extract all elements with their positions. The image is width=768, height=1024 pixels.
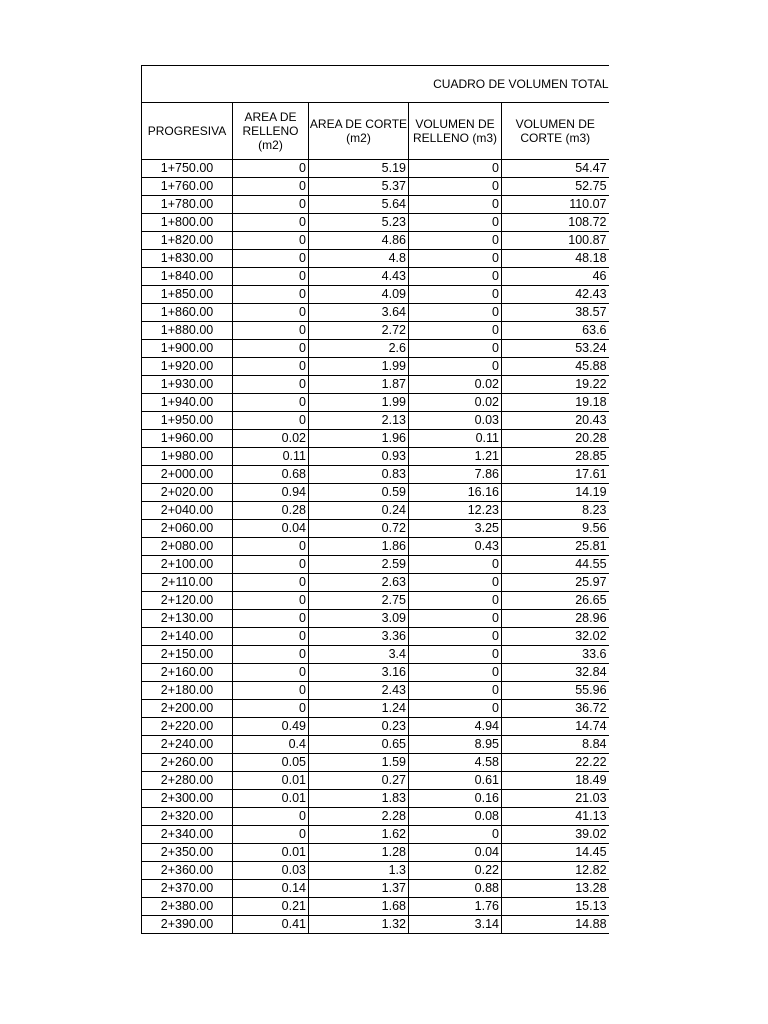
progresiva-cell: 1+860.00 bbox=[142, 304, 233, 322]
volumen-corte-cell: 9.56 bbox=[502, 520, 609, 538]
area-corte-cell: 3.64 bbox=[309, 304, 409, 322]
volumen-corte-cell: 110.07 bbox=[502, 196, 609, 214]
area-corte-cell: 1.68 bbox=[309, 898, 409, 916]
volumen-corte-cell: 8.84 bbox=[502, 736, 609, 754]
area-corte-cell: 1.87 bbox=[309, 376, 409, 394]
progresiva-cell: 1+820.00 bbox=[142, 232, 233, 250]
volumen-relleno-cell: 0 bbox=[409, 556, 502, 574]
volumen-relleno-cell: 0 bbox=[409, 196, 502, 214]
volumen-relleno-cell: 0.02 bbox=[409, 394, 502, 412]
progresiva-cell: 2+260.00 bbox=[142, 754, 233, 772]
volumen-relleno-cell: 0.04 bbox=[409, 844, 502, 862]
table-row bbox=[142, 844, 609, 862]
volumen-corte-cell: 25.97 bbox=[502, 574, 609, 592]
progresiva-cell: 1+760.00 bbox=[142, 178, 233, 196]
volumen-relleno-cell: 1.76 bbox=[409, 898, 502, 916]
area-relleno-cell: 0 bbox=[233, 556, 309, 574]
progresiva-cell: 1+880.00 bbox=[142, 322, 233, 340]
area-relleno-cell: 0 bbox=[233, 160, 309, 178]
area-corte-cell: 2.13 bbox=[309, 412, 409, 430]
volumen-corte-cell: 28.85 bbox=[502, 448, 609, 466]
table-row bbox=[142, 484, 609, 502]
volumen-corte-cell: 36.72 bbox=[502, 700, 609, 718]
table-row bbox=[142, 646, 609, 664]
area-relleno-cell: 0 bbox=[233, 610, 309, 628]
volumen-relleno-cell: 0 bbox=[409, 250, 502, 268]
area-relleno-cell: 0.21 bbox=[233, 898, 309, 916]
volumen-relleno-cell: 12.23 bbox=[409, 502, 502, 520]
volume-table bbox=[141, 65, 609, 934]
area-corte-cell: 1.32 bbox=[309, 916, 409, 934]
area-corte-cell: 1.83 bbox=[309, 790, 409, 808]
volumen-relleno-cell: 0 bbox=[409, 574, 502, 592]
volumen-relleno-cell: 8.95 bbox=[409, 736, 502, 754]
volumen-relleno-cell: 0 bbox=[409, 646, 502, 664]
volumen-relleno-cell: 0.22 bbox=[409, 862, 502, 880]
volumen-relleno-cell: 0.61 bbox=[409, 772, 502, 790]
area-relleno-cell: 0 bbox=[233, 412, 309, 430]
volumen-corte-cell: 12.82 bbox=[502, 862, 609, 880]
volumen-corte-cell: 21.03 bbox=[502, 790, 609, 808]
table-row bbox=[142, 358, 609, 376]
volumen-relleno-cell: 0 bbox=[409, 682, 502, 700]
area-corte-cell: 2.59 bbox=[309, 556, 409, 574]
area-relleno-cell: 0.05 bbox=[233, 754, 309, 772]
table-row bbox=[142, 178, 609, 196]
progresiva-cell: 2+320.00 bbox=[142, 808, 233, 826]
progresiva-cell: 1+780.00 bbox=[142, 196, 233, 214]
volumen-corte-cell: 32.02 bbox=[502, 628, 609, 646]
area-corte-cell: 2.28 bbox=[309, 808, 409, 826]
progresiva-cell: 2+380.00 bbox=[142, 898, 233, 916]
area-relleno-cell: 0.01 bbox=[233, 844, 309, 862]
area-corte-cell: 3.09 bbox=[309, 610, 409, 628]
area-relleno-cell: 0 bbox=[233, 700, 309, 718]
progresiva-cell: 2+120.00 bbox=[142, 592, 233, 610]
area-corte-cell: 1.28 bbox=[309, 844, 409, 862]
progresiva-cell: 1+930.00 bbox=[142, 376, 233, 394]
table-row bbox=[142, 304, 609, 322]
progresiva-cell: 2+280.00 bbox=[142, 772, 233, 790]
volumen-relleno-cell: 3.14 bbox=[409, 916, 502, 934]
volumen-relleno-cell: 0.43 bbox=[409, 538, 502, 556]
area-corte-cell: 2.63 bbox=[309, 574, 409, 592]
volumen-corte-cell: 28.96 bbox=[502, 610, 609, 628]
table-row bbox=[142, 664, 609, 682]
volumen-corte-cell: 14.19 bbox=[502, 484, 609, 502]
area-corte-cell: 2.43 bbox=[309, 682, 409, 700]
progresiva-cell: 2+150.00 bbox=[142, 646, 233, 664]
volumen-corte-cell: 20.43 bbox=[502, 412, 609, 430]
volumen-corte-cell: 39.02 bbox=[502, 826, 609, 844]
volumen-corte-cell: 22.22 bbox=[502, 754, 609, 772]
volumen-relleno-cell: 0 bbox=[409, 178, 502, 196]
area-corte-cell: 1.99 bbox=[309, 358, 409, 376]
area-relleno-cell: 0 bbox=[233, 628, 309, 646]
volumen-corte-cell: 25.81 bbox=[502, 538, 609, 556]
volumen-relleno-cell: 0 bbox=[409, 826, 502, 844]
progresiva-cell: 2+300.00 bbox=[142, 790, 233, 808]
area-relleno-cell: 0.28 bbox=[233, 502, 309, 520]
volumen-relleno-cell: 0 bbox=[409, 160, 502, 178]
area-corte-cell: 1.86 bbox=[309, 538, 409, 556]
progresiva-cell: 2+110.00 bbox=[142, 574, 233, 592]
volumen-relleno-cell: 0 bbox=[409, 232, 502, 250]
area-corte-cell: 0.72 bbox=[309, 520, 409, 538]
area-relleno-cell: 0 bbox=[233, 376, 309, 394]
volumen-corte-cell: 52.75 bbox=[502, 178, 609, 196]
table-row bbox=[142, 376, 609, 394]
area-corte-cell: 2.75 bbox=[309, 592, 409, 610]
area-corte-cell: 2.6 bbox=[309, 340, 409, 358]
volumen-corte-cell: 54.47 bbox=[502, 160, 609, 178]
area-relleno-cell: 0 bbox=[233, 538, 309, 556]
area-corte-cell: 1.24 bbox=[309, 700, 409, 718]
area-corte-cell: 3.4 bbox=[309, 646, 409, 664]
table-row bbox=[142, 700, 609, 718]
table-row bbox=[142, 916, 609, 934]
table-row bbox=[142, 538, 609, 556]
area-corte-cell: 3.16 bbox=[309, 664, 409, 682]
area-relleno-cell: 0 bbox=[233, 322, 309, 340]
area-corte-cell: 0.24 bbox=[309, 502, 409, 520]
area-corte-cell: 1.59 bbox=[309, 754, 409, 772]
table-row bbox=[142, 736, 609, 754]
area-relleno-cell: 0 bbox=[233, 340, 309, 358]
progresiva-cell: 2+020.00 bbox=[142, 484, 233, 502]
area-relleno-cell: 0 bbox=[233, 646, 309, 664]
area-relleno-cell: 0 bbox=[233, 358, 309, 376]
area-relleno-cell: 0.04 bbox=[233, 520, 309, 538]
progresiva-cell: 2+130.00 bbox=[142, 610, 233, 628]
area-relleno-cell: 0 bbox=[233, 682, 309, 700]
area-corte-cell: 5.37 bbox=[309, 178, 409, 196]
area-relleno-cell: 0 bbox=[233, 574, 309, 592]
table-row bbox=[142, 574, 609, 592]
progresiva-cell: 1+750.00 bbox=[142, 160, 233, 178]
table-row bbox=[142, 628, 609, 646]
progresiva-cell: 1+830.00 bbox=[142, 250, 233, 268]
area-corte-cell: 0.23 bbox=[309, 718, 409, 736]
volumen-corte-cell: 63.6 bbox=[502, 322, 609, 340]
progresiva-cell: 2+000.00 bbox=[142, 466, 233, 484]
volumen-corte-cell: 14.45 bbox=[502, 844, 609, 862]
volumen-corte-cell: 19.22 bbox=[502, 376, 609, 394]
table-row bbox=[142, 394, 609, 412]
table-row bbox=[142, 592, 609, 610]
progresiva-cell: 2+370.00 bbox=[142, 880, 233, 898]
area-relleno-cell: 0 bbox=[233, 304, 309, 322]
progresiva-cell: 2+200.00 bbox=[142, 700, 233, 718]
table-row bbox=[142, 718, 609, 736]
volumen-relleno-cell: 4.94 bbox=[409, 718, 502, 736]
table-row bbox=[142, 520, 609, 538]
area-corte-cell: 3.36 bbox=[309, 628, 409, 646]
table-row bbox=[142, 556, 609, 574]
progresiva-cell: 1+960.00 bbox=[142, 430, 233, 448]
volumen-corte-cell: 41.13 bbox=[502, 808, 609, 826]
area-corte-cell: 0.83 bbox=[309, 466, 409, 484]
progresiva-cell: 2+100.00 bbox=[142, 556, 233, 574]
table-row bbox=[142, 160, 609, 178]
volumen-corte-cell: 13.28 bbox=[502, 880, 609, 898]
volumen-corte-cell: 18.49 bbox=[502, 772, 609, 790]
table-row bbox=[142, 286, 609, 304]
progresiva-cell: 2+160.00 bbox=[142, 664, 233, 682]
volumen-corte-cell: 15.13 bbox=[502, 898, 609, 916]
table-title: CUADRO DE VOLUMEN TOTAL bbox=[142, 66, 609, 103]
volumen-corte-cell: 8.23 bbox=[502, 502, 609, 520]
table-row bbox=[142, 808, 609, 826]
area-relleno-cell: 0 bbox=[233, 250, 309, 268]
area-relleno-cell: 0 bbox=[233, 178, 309, 196]
area-relleno-cell: 0.41 bbox=[233, 916, 309, 934]
area-corte-cell: 4.86 bbox=[309, 232, 409, 250]
volumen-corte-cell: 45.88 bbox=[502, 358, 609, 376]
area-relleno-cell: 0.02 bbox=[233, 430, 309, 448]
area-corte-cell: 0.93 bbox=[309, 448, 409, 466]
progresiva-cell: 2+340.00 bbox=[142, 826, 233, 844]
progresiva-cell: 2+390.00 bbox=[142, 916, 233, 934]
progresiva-cell: 2+080.00 bbox=[142, 538, 233, 556]
area-relleno-cell: 0.4 bbox=[233, 736, 309, 754]
volumen-relleno-cell: 0 bbox=[409, 268, 502, 286]
area-corte-cell: 1.37 bbox=[309, 880, 409, 898]
volumen-corte-cell: 19.18 bbox=[502, 394, 609, 412]
area-relleno-cell: 0.49 bbox=[233, 718, 309, 736]
table-row bbox=[142, 340, 609, 358]
volumen-corte-cell: 55.96 bbox=[502, 682, 609, 700]
table-row bbox=[142, 898, 609, 916]
table-row bbox=[142, 250, 609, 268]
volumen-relleno-cell: 0 bbox=[409, 610, 502, 628]
volumen-corte-cell: 42.43 bbox=[502, 286, 609, 304]
table-row bbox=[142, 610, 609, 628]
table-row bbox=[142, 412, 609, 430]
progresiva-cell: 1+800.00 bbox=[142, 214, 233, 232]
volumen-corte-cell: 108.72 bbox=[502, 214, 609, 232]
area-corte-cell: 0.65 bbox=[309, 736, 409, 754]
table-row bbox=[142, 880, 609, 898]
volumen-relleno-cell: 0 bbox=[409, 214, 502, 232]
area-corte-cell: 1.99 bbox=[309, 394, 409, 412]
area-relleno-cell: 0.14 bbox=[233, 880, 309, 898]
area-relleno-cell: 0 bbox=[233, 232, 309, 250]
header-volumen-relleno: VOLUMEN DE RELLENO (m3) bbox=[409, 103, 502, 160]
area-relleno-cell: 0.01 bbox=[233, 790, 309, 808]
progresiva-cell: 2+040.00 bbox=[142, 502, 233, 520]
area-relleno-cell: 0 bbox=[233, 214, 309, 232]
header-area-relleno: AREA DE RELLENO (m2) bbox=[233, 103, 309, 160]
progresiva-cell: 1+900.00 bbox=[142, 340, 233, 358]
area-corte-cell: 5.19 bbox=[309, 160, 409, 178]
volumen-corte-cell: 48.18 bbox=[502, 250, 609, 268]
volumen-corte-cell: 53.24 bbox=[502, 340, 609, 358]
table-row bbox=[142, 232, 609, 250]
progresiva-cell: 2+360.00 bbox=[142, 862, 233, 880]
volumen-relleno-cell: 0.16 bbox=[409, 790, 502, 808]
area-corte-cell: 4.8 bbox=[309, 250, 409, 268]
volumen-relleno-cell: 0 bbox=[409, 628, 502, 646]
volume-table-sheet bbox=[141, 65, 608, 934]
area-corte-cell: 5.23 bbox=[309, 214, 409, 232]
table-row bbox=[142, 502, 609, 520]
volumen-corte-cell: 44.55 bbox=[502, 556, 609, 574]
area-relleno-cell: 0 bbox=[233, 268, 309, 286]
volumen-corte-cell: 32.84 bbox=[502, 664, 609, 682]
area-corte-cell: 2.72 bbox=[309, 322, 409, 340]
area-corte-cell: 5.64 bbox=[309, 196, 409, 214]
progresiva-cell: 1+950.00 bbox=[142, 412, 233, 430]
table-row bbox=[142, 466, 609, 484]
table-row bbox=[142, 430, 609, 448]
volumen-corte-cell: 46 bbox=[502, 268, 609, 286]
area-corte-cell: 4.43 bbox=[309, 268, 409, 286]
volumen-corte-cell: 38.57 bbox=[502, 304, 609, 322]
area-relleno-cell: 0 bbox=[233, 826, 309, 844]
progresiva-cell: 2+220.00 bbox=[142, 718, 233, 736]
volumen-relleno-cell: 0 bbox=[409, 700, 502, 718]
progresiva-cell: 2+350.00 bbox=[142, 844, 233, 862]
volumen-relleno-cell: 0 bbox=[409, 304, 502, 322]
volumen-corte-cell: 33.6 bbox=[502, 646, 609, 664]
progresiva-cell: 1+940.00 bbox=[142, 394, 233, 412]
volumen-relleno-cell: 16.16 bbox=[409, 484, 502, 502]
volumen-relleno-cell: 0.02 bbox=[409, 376, 502, 394]
area-relleno-cell: 0.01 bbox=[233, 772, 309, 790]
volumen-relleno-cell: 0 bbox=[409, 592, 502, 610]
area-relleno-cell: 0.03 bbox=[233, 862, 309, 880]
area-relleno-cell: 0.11 bbox=[233, 448, 309, 466]
table-row bbox=[142, 196, 609, 214]
area-corte-cell: 0.59 bbox=[309, 484, 409, 502]
area-relleno-cell: 0 bbox=[233, 286, 309, 304]
header-volumen-corte: VOLUMEN DE CORTE (m3) bbox=[502, 103, 609, 160]
table-row bbox=[142, 772, 609, 790]
volumen-relleno-cell: 0 bbox=[409, 664, 502, 682]
area-relleno-cell: 0.94 bbox=[233, 484, 309, 502]
volumen-relleno-cell: 0.11 bbox=[409, 430, 502, 448]
progresiva-cell: 1+980.00 bbox=[142, 448, 233, 466]
progresiva-cell: 2+060.00 bbox=[142, 520, 233, 538]
table-body bbox=[142, 160, 609, 934]
table-row bbox=[142, 322, 609, 340]
volumen-corte-cell: 100.87 bbox=[502, 232, 609, 250]
progresiva-cell: 2+180.00 bbox=[142, 682, 233, 700]
volumen-corte-cell: 17.61 bbox=[502, 466, 609, 484]
volumen-relleno-cell: 0.08 bbox=[409, 808, 502, 826]
progresiva-cell: 1+840.00 bbox=[142, 268, 233, 286]
volumen-relleno-cell: 4.58 bbox=[409, 754, 502, 772]
volumen-corte-cell: 26.65 bbox=[502, 592, 609, 610]
progresiva-cell: 1+920.00 bbox=[142, 358, 233, 376]
volumen-relleno-cell: 1.21 bbox=[409, 448, 502, 466]
area-relleno-cell: 0 bbox=[233, 394, 309, 412]
area-corte-cell: 1.3 bbox=[309, 862, 409, 880]
table-row bbox=[142, 790, 609, 808]
volumen-relleno-cell: 0.88 bbox=[409, 880, 502, 898]
area-corte-cell: 1.96 bbox=[309, 430, 409, 448]
area-relleno-cell: 0.68 bbox=[233, 466, 309, 484]
header-area-corte: AREA DE CORTE (m2) bbox=[309, 103, 409, 160]
area-corte-cell: 1.62 bbox=[309, 826, 409, 844]
volumen-relleno-cell: 0 bbox=[409, 286, 502, 304]
volumen-corte-cell: 14.88 bbox=[502, 916, 609, 934]
volumen-corte-cell: 20.28 bbox=[502, 430, 609, 448]
volumen-relleno-cell: 0 bbox=[409, 322, 502, 340]
progresiva-cell: 2+140.00 bbox=[142, 628, 233, 646]
area-corte-cell: 4.09 bbox=[309, 286, 409, 304]
table-row bbox=[142, 268, 609, 286]
table-row bbox=[142, 448, 609, 466]
volumen-relleno-cell: 0.03 bbox=[409, 412, 502, 430]
area-relleno-cell: 0 bbox=[233, 664, 309, 682]
table-row bbox=[142, 214, 609, 232]
progresiva-cell: 1+850.00 bbox=[142, 286, 233, 304]
table-row bbox=[142, 682, 609, 700]
header-progresiva: PROGRESIVA bbox=[142, 103, 233, 160]
table-row bbox=[142, 862, 609, 880]
volumen-relleno-cell: 7.86 bbox=[409, 466, 502, 484]
table-row bbox=[142, 826, 609, 844]
progresiva-cell: 2+240.00 bbox=[142, 736, 233, 754]
volumen-relleno-cell: 0 bbox=[409, 358, 502, 376]
area-relleno-cell: 0 bbox=[233, 808, 309, 826]
volumen-corte-cell: 14.74 bbox=[502, 718, 609, 736]
area-relleno-cell: 0 bbox=[233, 592, 309, 610]
area-corte-cell: 0.27 bbox=[309, 772, 409, 790]
area-relleno-cell: 0 bbox=[233, 196, 309, 214]
volumen-relleno-cell: 3.25 bbox=[409, 520, 502, 538]
volumen-relleno-cell: 0 bbox=[409, 340, 502, 358]
table-row bbox=[142, 754, 609, 772]
